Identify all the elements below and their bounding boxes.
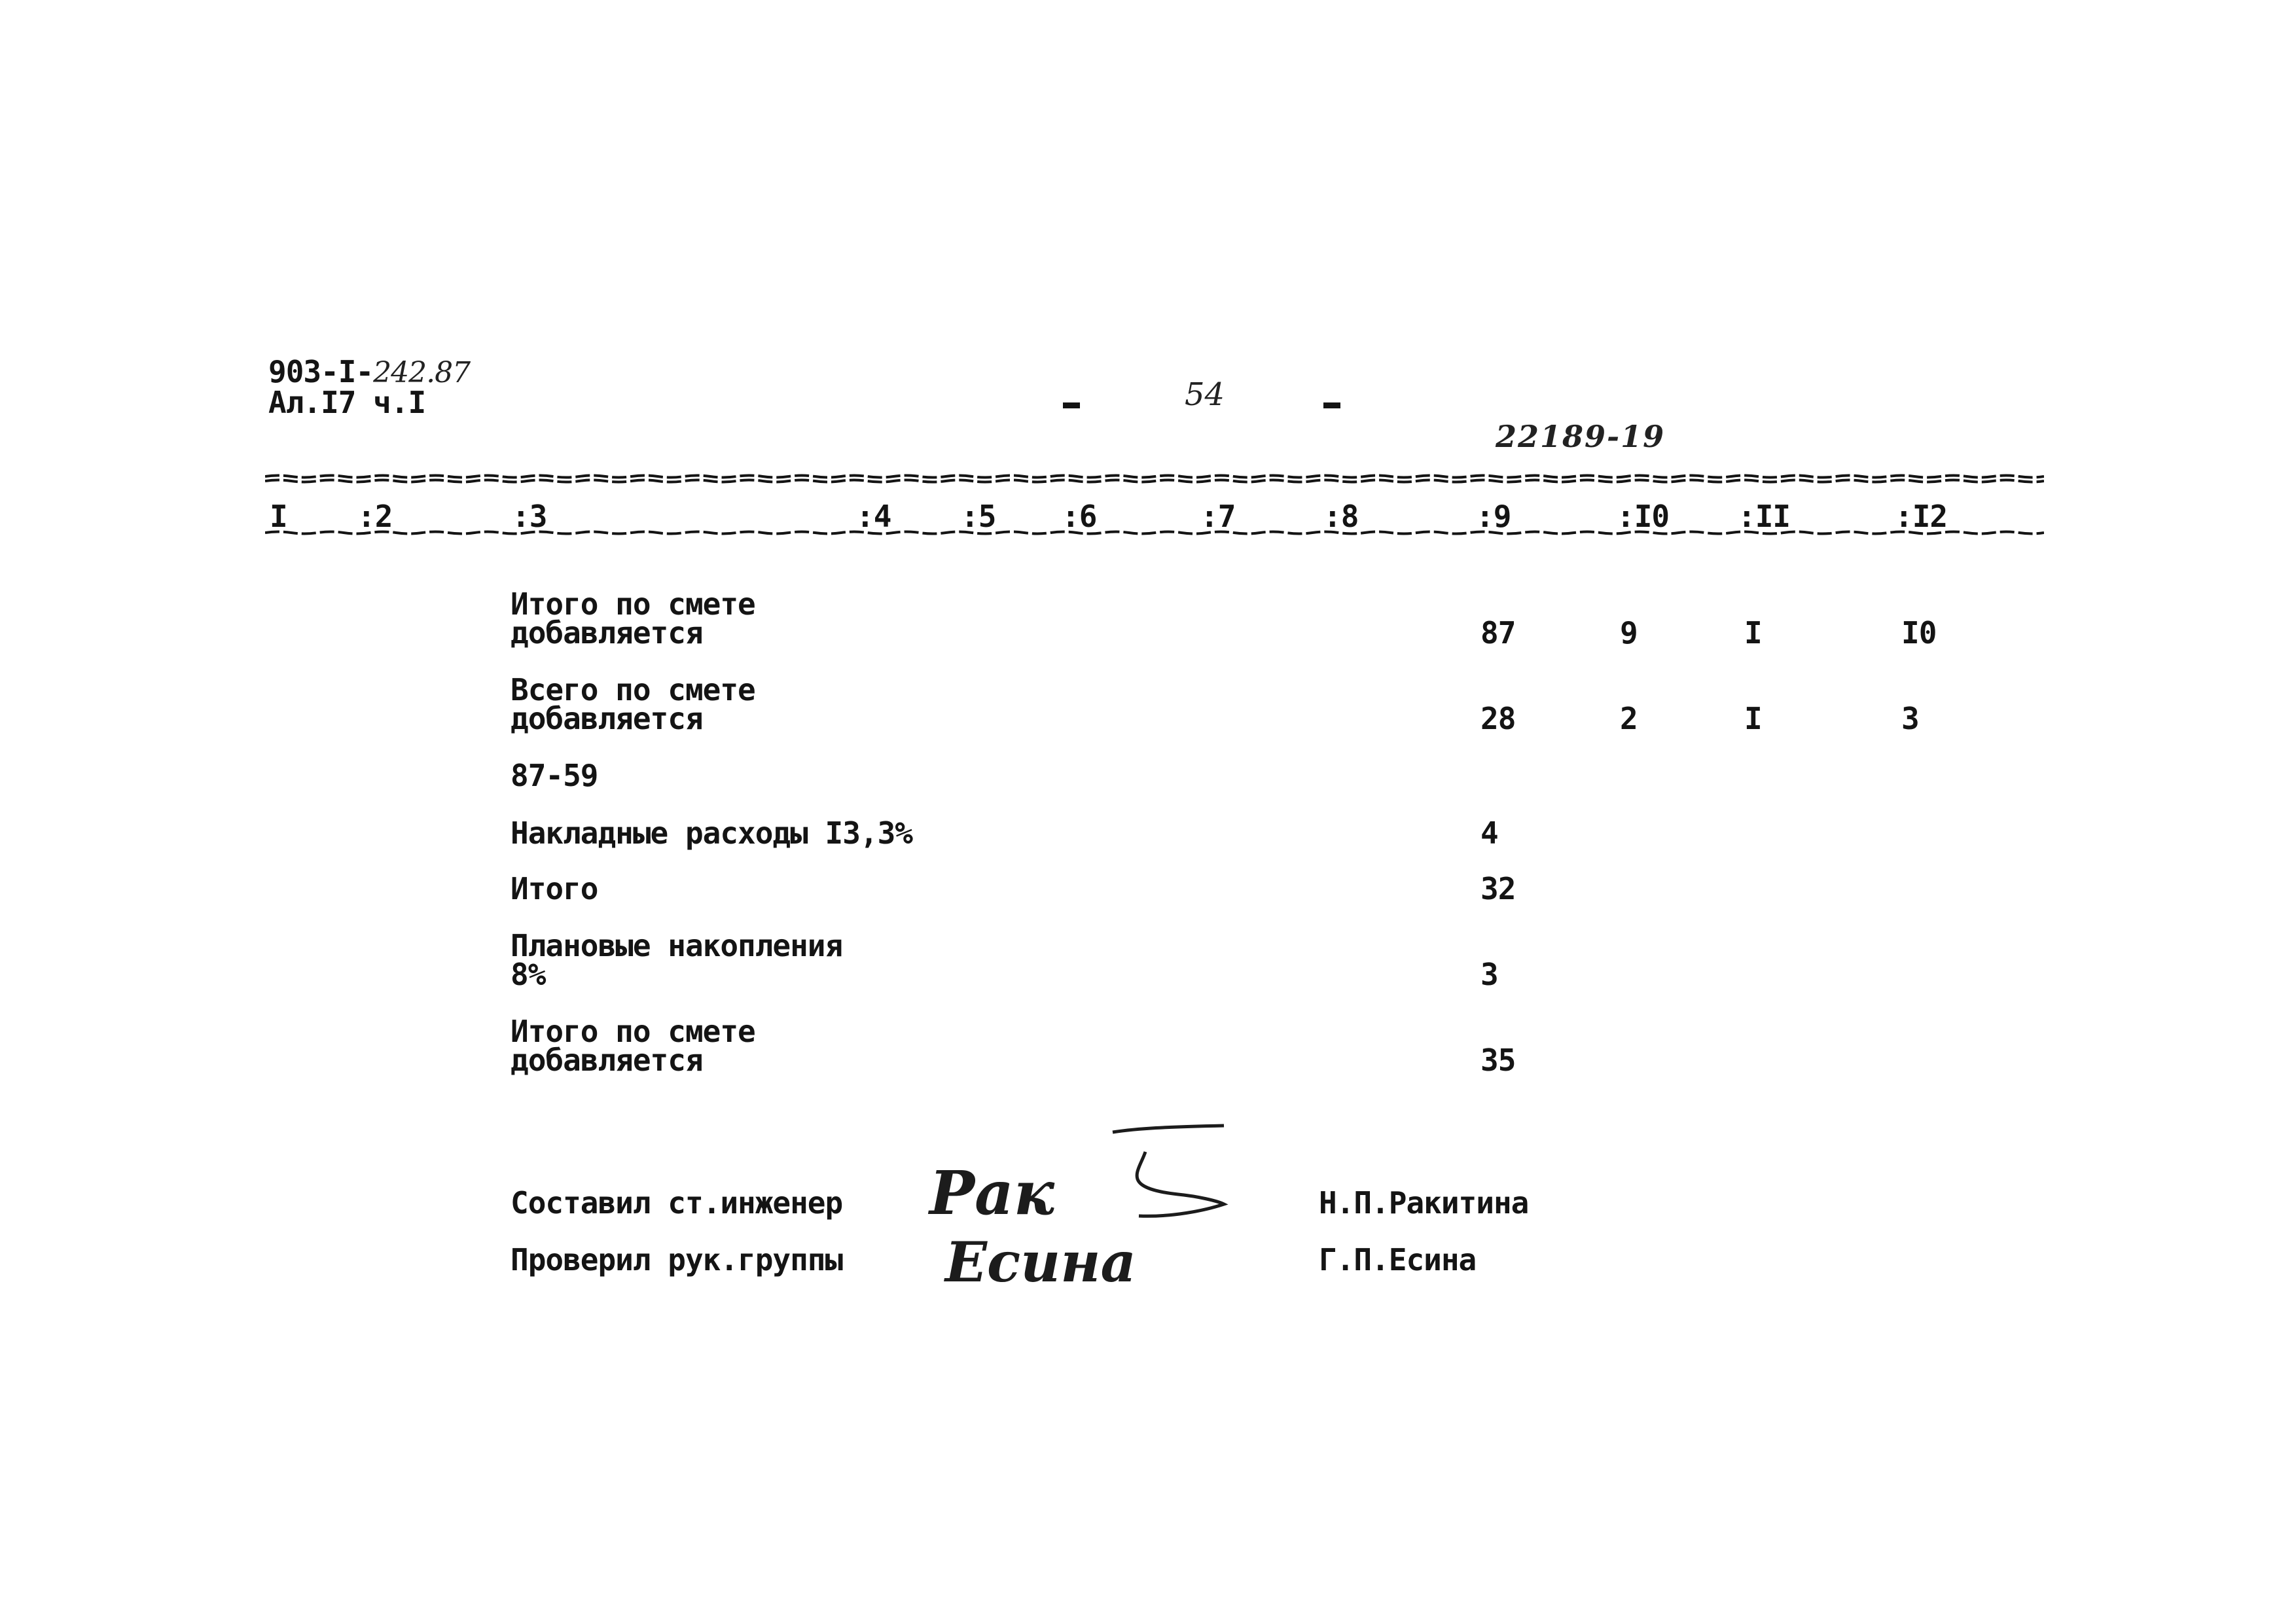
table-header-rule [265, 529, 2044, 536]
column-header-6: :6 [1062, 499, 1097, 534]
column-header-5: :5 [961, 499, 996, 534]
checked-by-role: Проверил рук.группы [511, 1242, 843, 1277]
page-number-dash-right [1323, 402, 1340, 408]
inventory-number: 22189-19 [1496, 419, 1666, 454]
table-top-rule [265, 474, 2044, 484]
column-header-7: :7 [1200, 499, 1236, 534]
doc-number-printed: 903-I- [268, 354, 374, 389]
cell-col-9: 32 [1480, 871, 1516, 906]
column-header-2: :2 [357, 499, 393, 534]
row-label-line: Накладные расходы I3,3% [511, 815, 912, 851]
column-header-11: :II [1738, 499, 1791, 534]
doc-number-handwritten: 242.87 [373, 356, 471, 389]
checked-signature-text: Есина [945, 1230, 1136, 1294]
cell-col-9: 4 [1480, 815, 1498, 851]
cell-col-9: 87 [1480, 615, 1516, 651]
row-label-line: добавляется [511, 615, 703, 651]
cell-col-10: 2 [1620, 701, 1638, 736]
row-label-line: 87-59 [511, 758, 598, 793]
page-number: 54 [1185, 376, 1225, 413]
column-header-4: :4 [856, 499, 891, 534]
cell-col-10: 9 [1620, 615, 1638, 651]
cell-col-12: I0 [1901, 615, 1937, 651]
doc-number [268, 354, 471, 389]
row-label-line: Итого по смете [511, 586, 755, 622]
row-label-line: добавляется [511, 701, 703, 736]
album-label: Ал.I7 ч.I [268, 385, 426, 420]
checked-signature [942, 1222, 1158, 1294]
cell-col-11: I [1744, 701, 1762, 736]
page-number-dash-left [1063, 402, 1080, 408]
row-label-line: Итого по смете [511, 1014, 755, 1049]
row-label-line: Плановые накопления [511, 928, 843, 963]
row-label-line: добавляется [511, 1043, 703, 1078]
composed-signature-text: Рак [929, 1158, 1055, 1228]
composed-signature [923, 1119, 1237, 1230]
cell-col-9: 35 [1480, 1043, 1516, 1078]
composed-by-name: Н.П.Ракитина [1319, 1185, 1529, 1221]
column-header-3: :3 [512, 499, 547, 534]
column-header-8: :8 [1323, 499, 1359, 534]
cell-col-9: 28 [1480, 701, 1516, 736]
row-label-line: Итого [511, 871, 598, 906]
row-label-line: 8% [511, 957, 546, 992]
column-header-10: :I0 [1617, 499, 1670, 534]
column-header-9: :9 [1476, 499, 1511, 534]
row-label-line: Всего по смете [511, 672, 755, 707]
composed-by-role: Составил ст.инженер [511, 1185, 843, 1221]
checked-by-name: Г.П.Есина [1319, 1242, 1477, 1277]
column-header-12: :I2 [1895, 499, 1948, 534]
cell-col-11: I [1744, 615, 1762, 651]
cell-col-9: 3 [1480, 957, 1498, 992]
cell-col-12: 3 [1901, 701, 1919, 736]
column-header-1: I [270, 499, 287, 534]
